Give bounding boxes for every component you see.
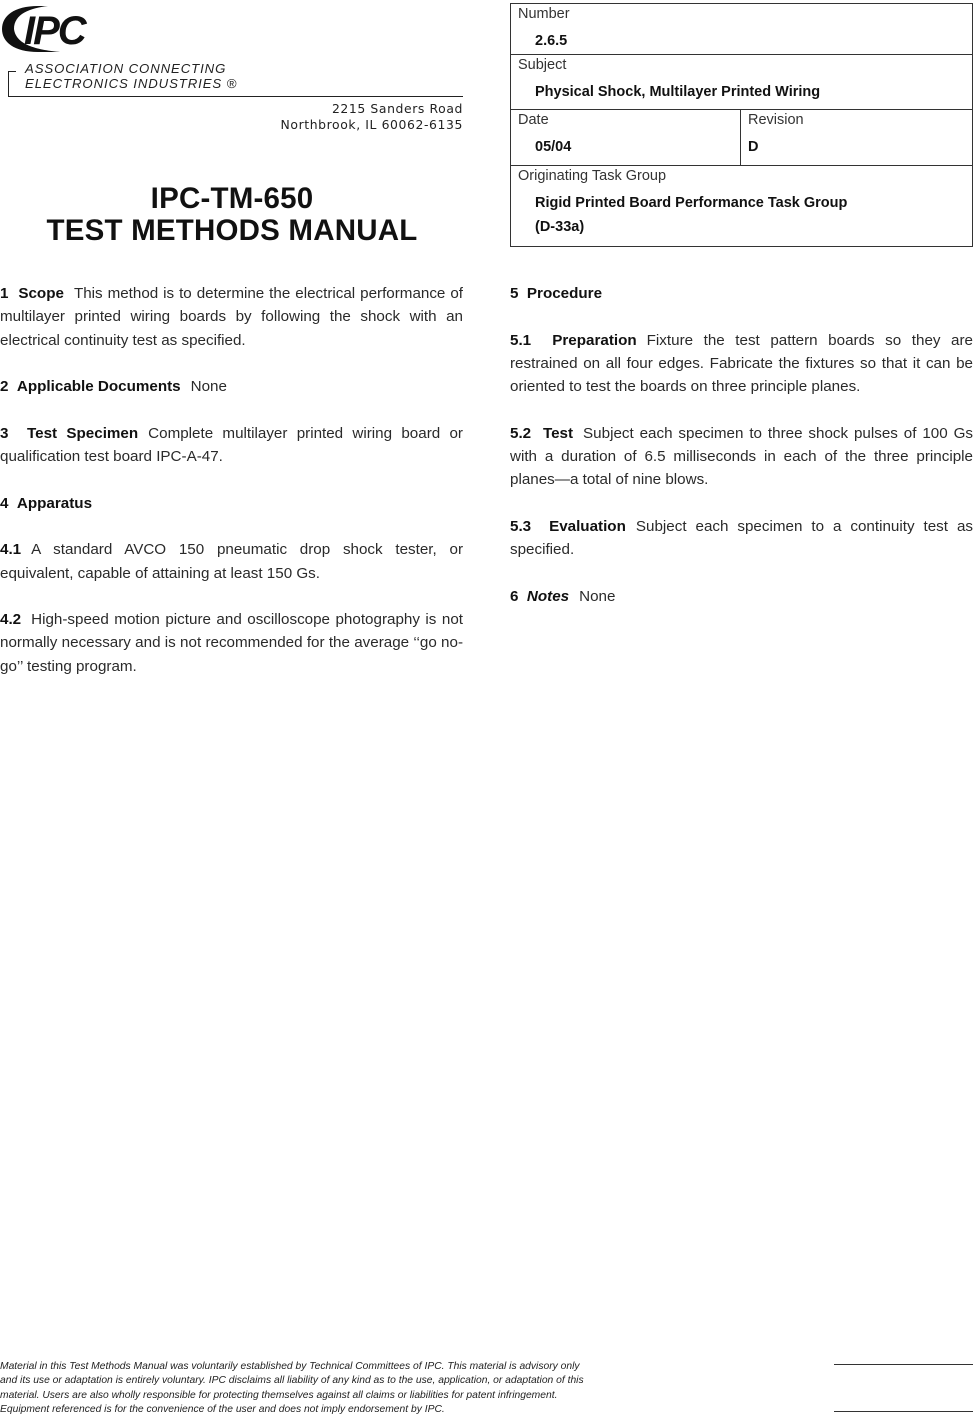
number-value: 2.6.5 <box>535 33 568 49</box>
subject-label: Subject <box>518 57 567 73</box>
section-procedure: 5 Procedure <box>510 285 603 302</box>
address <box>281 101 463 133</box>
header-divider <box>8 96 463 97</box>
number-label: Number <box>518 6 570 22</box>
address-city: Northbrook, IL 60062-6135 <box>280 117 463 132</box>
section-4-2: 4.2 High-speed motion picture and oscilloscope photography is not normally necessary and is not recommended for the average ‘‘go no-go’’ testing program. <box>0 611 463 675</box>
subject-row <box>511 55 972 110</box>
task-group-value: Rigid Printed Board Performance Task Group (D-33a) <box>535 195 848 235</box>
svg-text:IPC: IPC <box>24 9 85 53</box>
section-scope: 1 Scope This method is to determine the electrical performance of multilayer printed wiring boards by following the shock with an electrical continuity test as specified. <box>0 285 463 349</box>
task-group-label: Originating Task Group <box>518 168 667 184</box>
revision-value: D <box>748 139 759 155</box>
section-test: 5.2 Test Subject each specimen to three shock pulses of 100 Gs with a duration of 6.5 milliseconds in each of the three principle planes—a total of nine blows. <box>510 424 973 489</box>
right-column <box>510 282 973 631</box>
date-label: Date <box>518 112 549 128</box>
section-apparatus: 4 Apparatus <box>0 494 93 512</box>
association-name: ASSOCIATION CONNECTING ELECTRONICS INDUSTRIES ® <box>25 61 238 91</box>
bracket-decoration <box>8 71 16 97</box>
section-4-1: 4.1 A standard AVCO 150 pneumatic drop shock tester, or equivalent, capable of attaining at least 150 Gs. <box>0 541 463 582</box>
ipc-logo <box>0 2 110 56</box>
section-test-specimen: 3 Test Specimen Complete multilayer printed wiring board or qualification test board IPC-A-47. <box>0 424 463 466</box>
section-preparation: 5.1 Preparation Fixture the test pattern boards so they are restrained on all four edges. Fabricate the fixtures so that it can be oriented to test the boards on three principle planes. <box>510 331 973 396</box>
task-group-row <box>511 166 972 247</box>
left-column <box>0 282 463 701</box>
section-notes: 6 Notes None <box>510 587 616 605</box>
section-applicable-documents: 2 Applicable Documents None <box>0 378 227 396</box>
date-revision-row <box>511 110 972 166</box>
association-block <box>8 61 464 99</box>
section-evaluation: 5.3 Evaluation Subject each specimen to a continuity test as specified. <box>510 517 973 559</box>
revision-label: Revision <box>748 112 804 128</box>
subject-value: Physical Shock, Multilayer Printed Wiring <box>535 84 821 100</box>
address-street: 2215 Sanders Road <box>331 101 463 116</box>
footer-rule-bottom <box>834 1411 973 1412</box>
footer-rule-top <box>834 1364 973 1365</box>
footer-disclaimer: Material in this Test Methods Manual was voluntarily established by Technical Committees of IPC. This material is advisory only and its use or adaptation is entirely voluntary. IPC disclaims all liability of any kind as to the use, application, or adaptation of this material. Users are also wholly responsible for protecting themselves against all claims or liabilities for patent infringement. Equipment referenced is for the convenience of the user and does not imply endorsement by IPC. <box>0 1361 584 1416</box>
page-title: IPC-TM-650 TEST METHODS MANUAL <box>46 182 418 247</box>
date-value: 05/04 <box>535 139 572 155</box>
number-row <box>511 4 972 55</box>
info-box <box>510 3 973 247</box>
